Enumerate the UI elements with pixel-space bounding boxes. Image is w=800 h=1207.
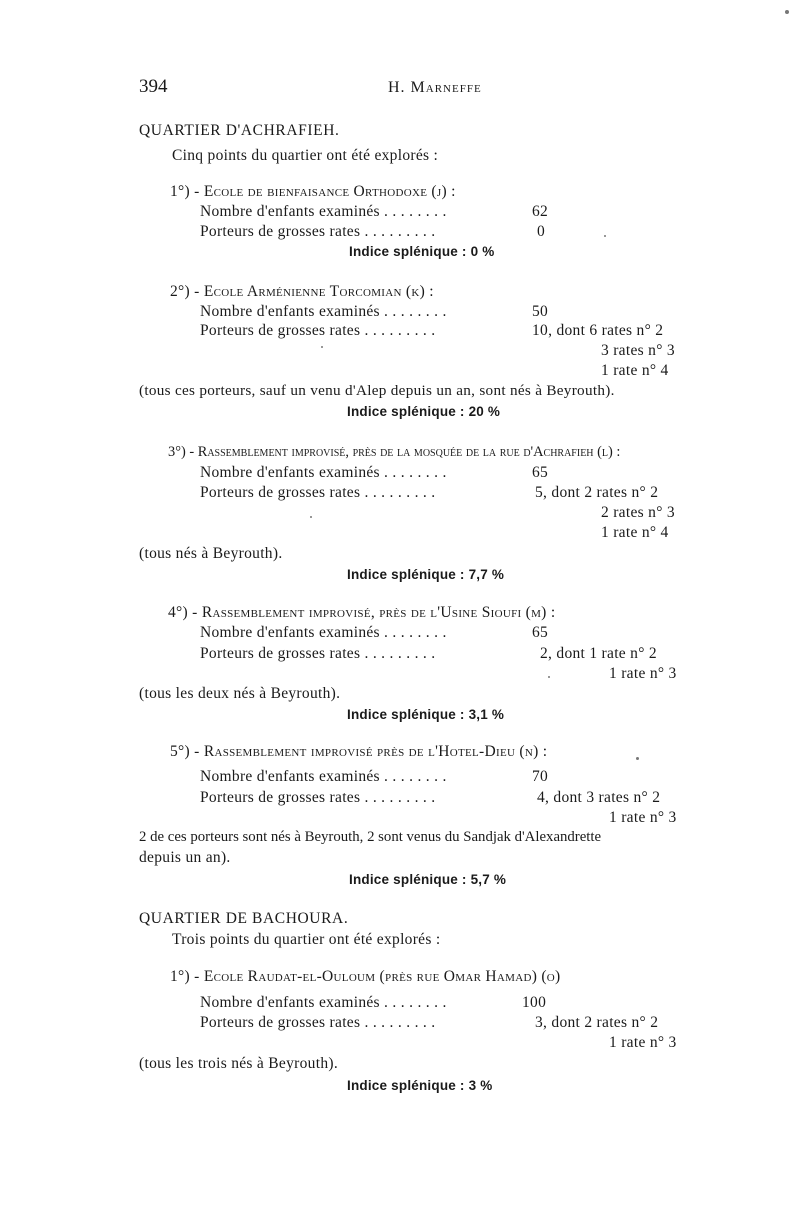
spleen-index: Indice splénique : 3,1 %	[347, 707, 505, 722]
section-intro-achrafieh: Cinq points du quartier ont été explorés :	[172, 147, 439, 164]
site-title: 4°) - Rassemblement improvisé, près de l'Usine Sioufi (m) :	[168, 604, 556, 621]
children-examined-value: 65	[532, 624, 549, 641]
large-spleen-label: Porteurs de grosses rates . . . . . . . . .	[200, 322, 436, 339]
page-number: 394	[139, 76, 168, 97]
site-title: 2°) - Ecole Arménienne Torcomian (k) :	[170, 283, 434, 300]
spleen-index: Indice splénique : 20 %	[347, 404, 501, 419]
spleen-index: Indice splénique : 5,7 %	[349, 872, 507, 887]
spleen-index: Indice splénique : 7,7 %	[347, 567, 505, 582]
origin-note: (tous nés à Beyrouth).	[139, 545, 283, 562]
spleen-grade-line: 1 rate n° 3	[609, 809, 677, 826]
site-title: 3°) - Rassemblement improvisé, près de la mosquée de la rue d'Achrafieh (l) :	[168, 444, 621, 460]
large-spleen-label: Porteurs de grosses rates . . . . . . . . .	[200, 645, 436, 662]
children-examined-value: 65	[532, 464, 549, 481]
large-spleen-label: Porteurs de grosses rates . . . . . . . . .	[200, 1014, 436, 1031]
origin-note: 2 de ces porteurs sont nés à Beyrouth, 2 sont venus du Sandjak d'Alexandrette	[139, 829, 602, 845]
section-intro-bachoura: Trois points du quartier ont été explorés :	[172, 931, 441, 948]
print-speck	[636, 757, 639, 760]
children-examined-label: Nombre d'enfants examinés . . . . . . . .	[200, 464, 447, 481]
children-examined-label: Nombre d'enfants examinés . . . . . . . .	[200, 624, 447, 641]
spleen-grade-line: 1 rate n° 3	[609, 1034, 677, 1051]
children-examined-label: Nombre d'enfants examinés . . . . . . . .	[200, 768, 447, 785]
spleen-grade-line: 1 rate n° 3	[609, 665, 677, 682]
children-examined-value: 70	[532, 768, 549, 785]
running-head-author: H. Marneffe	[388, 79, 482, 96]
large-spleen-label: Porteurs de grosses rates . . . . . . . . .	[200, 789, 436, 806]
print-speck	[604, 235, 606, 237]
print-speck	[548, 676, 550, 678]
large-spleen-value: 3, dont 2 rates n° 2	[535, 1014, 659, 1031]
large-spleen-value: 5, dont 2 rates n° 2	[535, 484, 659, 501]
spleen-index: Indice splénique : 3 %	[347, 1078, 493, 1093]
section-heading-bachoura: QUARTIER DE BACHOURA.	[139, 910, 349, 927]
origin-note-continued: depuis un an).	[139, 849, 231, 866]
origin-note: (tous ces porteurs, sauf un venu d'Alep depuis un an, sont nés à Beyrouth).	[139, 382, 615, 399]
print-speck	[785, 10, 789, 14]
large-spleen-value: 2, dont 1 rate n° 2	[540, 645, 657, 662]
large-spleen-value: 10, dont 6 rates n° 2	[532, 322, 664, 339]
site-title: 1°) - Ecole Raudat-el-Ouloum (près rue Omar Hamad) (o)	[170, 968, 561, 985]
children-examined-label: Nombre d'enfants examinés . . . . . . . .	[200, 994, 447, 1011]
spleen-index: Indice splénique : 0 %	[349, 244, 495, 259]
children-examined-label: Nombre d'enfants examinés . . . . . . . .	[200, 303, 447, 320]
children-examined-value: 62	[532, 203, 549, 220]
site-title: 1°) - Ecole de bienfaisance Orthodoxe (j) :	[170, 183, 456, 200]
section-heading-achrafieh: QUARTIER D'ACHRAFIEH.	[139, 122, 340, 139]
site-title: 5°) - Rassemblement improvisé près de l'Hotel-Dieu (n) :	[170, 743, 548, 760]
print-speck	[321, 346, 323, 348]
spleen-grade-line: 2 rates n° 3	[601, 504, 675, 521]
spleen-grade-line: 1 rate n° 4	[601, 524, 669, 541]
spleen-grade-line: 1 rate n° 4	[601, 362, 669, 379]
origin-note: (tous les deux nés à Beyrouth).	[139, 685, 341, 702]
children-examined-value: 100	[522, 994, 547, 1011]
children-examined-label: Nombre d'enfants examinés . . . . . . . .	[200, 203, 447, 220]
large-spleen-label: Porteurs de grosses rates . . . . . . . . .	[200, 223, 436, 240]
spleen-grade-line: 3 rates n° 3	[601, 342, 675, 359]
print-speck	[310, 516, 312, 518]
large-spleen-label: Porteurs de grosses rates . . . . . . . . .	[200, 484, 436, 501]
large-spleen-value: 0	[537, 223, 546, 240]
large-spleen-value: 4, dont 3 rates n° 2	[537, 789, 661, 806]
origin-note: (tous les trois nés à Beyrouth).	[139, 1055, 339, 1072]
children-examined-value: 50	[532, 303, 549, 320]
